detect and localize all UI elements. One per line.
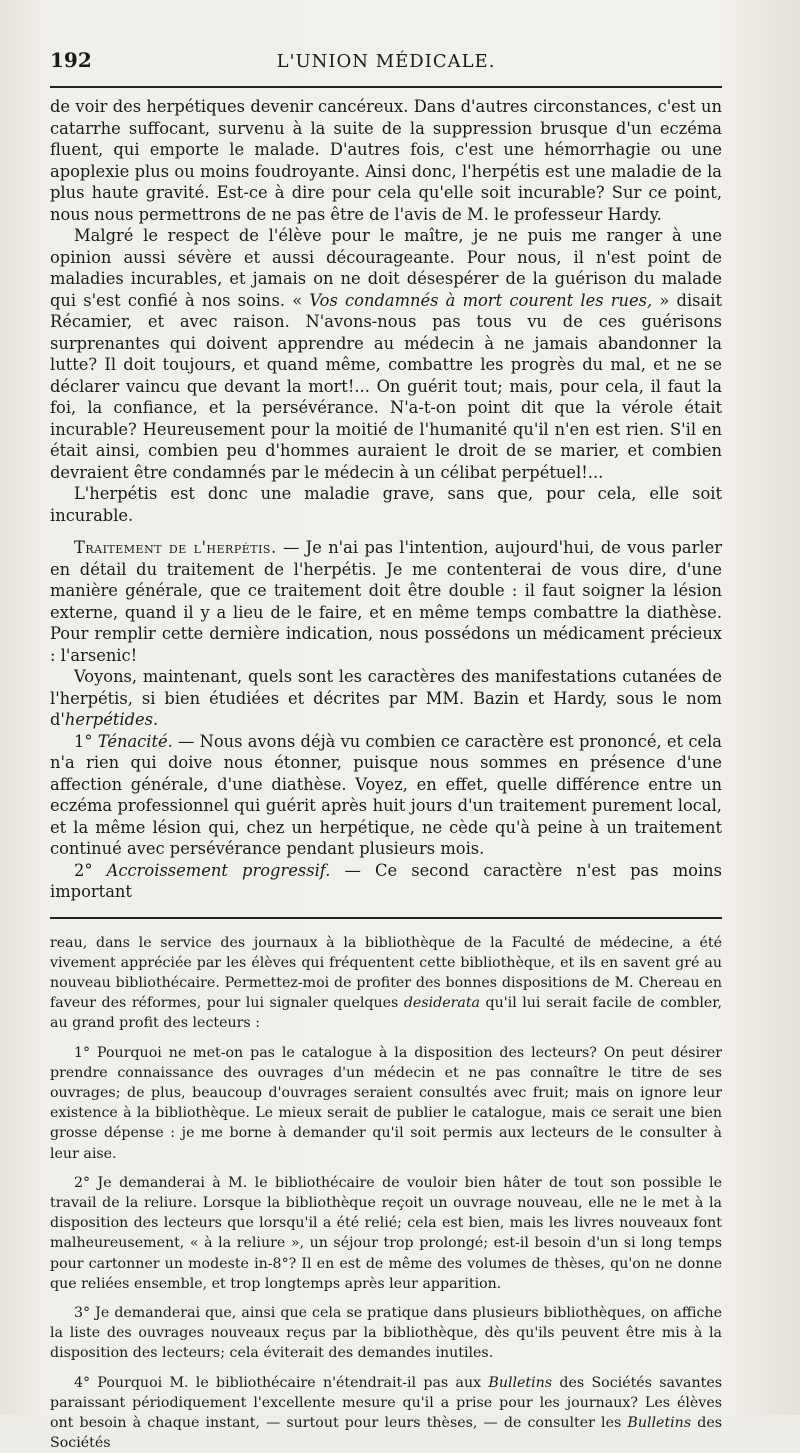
note-paragraph-1 bbox=[50, 933, 722, 1034]
note-paragraph-3: 2° Je demanderai à M. le bibliothécaire de vouloir bien hâter de tout son possible le travail de la reliure. Lorsque la bibliothèque reçoit un ouvrage nouveau, elle ne le met à la disposition des lecteurs que lorsqu'il a été relié; cela est bien, mais les livres nouveaux font malheureusement, « à la reliure », un séjour trop prolongé; est-il besoin d'un si long temps pour cartonner un modeste in-8°? Il en est de même des volumes de thèses, qu'on ne donne que reliées ensemble, et trop longtemps après leur apparition. bbox=[50, 1173, 722, 1294]
section-heading-traitement: Traitement de l'herpétis. bbox=[74, 538, 277, 557]
paragraph-6 bbox=[50, 731, 722, 860]
item-number-1: 1° bbox=[74, 732, 98, 751]
paragraph-4-text: — Je n'ai pas l'intention, aujourd'hui, de vous parler en détail du traitement de l'herpétis. Je me contenterai de vous dire, d'une manière générale, que ce traitement doit être double : il faut soigner la lésion externe, quand il y a lieu de le faire, et en même temps combattre la diathèse. Pour remplir cette dernière indication, nous possédons un médicament précieux : l'arsenic! bbox=[50, 538, 722, 665]
footnote-rule bbox=[50, 917, 722, 919]
note-5-text-c: des Sociétés bbox=[50, 1415, 722, 1451]
header-rule bbox=[50, 86, 722, 88]
main-text bbox=[50, 96, 722, 903]
paragraph-5 bbox=[50, 666, 722, 731]
term-herpetides: herpétides. bbox=[65, 710, 158, 729]
paragraph-4 bbox=[50, 537, 722, 666]
note-5-text-a: 4° Pourquoi M. le bibliothécaire n'étendrait-il pas aux bbox=[74, 1375, 488, 1391]
item-number-2: 2° bbox=[74, 861, 107, 880]
recamier-quote: Vos condamnés à mort courent les rues, bbox=[309, 291, 652, 310]
paragraph-7 bbox=[50, 860, 722, 903]
footnote-section bbox=[50, 933, 722, 1453]
note-paragraph-5 bbox=[50, 1373, 722, 1453]
paragraph-7-text: — Ce second caractère n'est pas moins important bbox=[50, 861, 722, 902]
paragraph-5-text: Voyons, maintenant, quels sont les caractères des manifestations cutanées de l'herpétis, si bien étudiées et décrites par MM. Bazin et Hardy, sous le nom d' bbox=[50, 667, 722, 729]
page-number: 192 bbox=[50, 48, 110, 72]
running-title: L'UNION MÉDICALE. bbox=[110, 51, 722, 72]
paragraph-1: de voir des herpétiques devenir cancéreux. Dans d'autres circonstances, c'est un catarrhe suffocant, survenu à la suite de la suppression brusque d'un eczéma fluent, qui emporte le malade. D'autres fois, c'est une hémorrhagie ou une apoplexie plus ou moins foudroyante. Ainsi donc, l'herpétis est une maladie de la plus haute gravité. Est-ce à dire pour cela qu'elle soit incurable? Sur ce point, nous nous permettrons de ne pas être de l'avis de M. le professeur Hardy. bbox=[50, 96, 722, 225]
page-header bbox=[50, 44, 722, 72]
paragraph-2 bbox=[50, 225, 722, 483]
term-tenacite: Ténacité. bbox=[98, 732, 173, 751]
note-paragraph-2: 1° Pourquoi ne met-on pas le catalogue à la disposition des lecteurs? On peut désirer prendre connaissance des ouvrages d'un médecin et ne pas connaître le titre de ses ouvrages; de plus, beaucoup d'ouvrages seraient consultés avec fruit; mais on ignore leur existence à la bibliothèque. Le mieux serait de publier le catalogue, mais ce serait une bien grosse dépense : je me borne à demander qu'il soit permis aux lecteurs de le consulter à leur aise. bbox=[50, 1043, 722, 1164]
paragraph-3: L'herpétis est donc une maladie grave, sans que, pour cela, elle soit incurable. bbox=[50, 483, 722, 526]
term-accroissement: Accroissement progressif. bbox=[107, 861, 331, 880]
term-bulletins-1: Bulletins bbox=[488, 1375, 552, 1391]
note-1-text-a: reau, dans le service des journaux à la bibliothèque de la Faculté de médecine, a été vivement appréciée par les élèves qui fréquentent cette bibliothèque, et ils en savent gré au nouveau bibliothécaire. Permettez-moi de profiter des bonnes dispositions de M. Chereau en faveur des réformes, pour lui signaler quelques bbox=[50, 935, 722, 1012]
paragraph-2-text-a: Malgré le respect de l'élève pour le maître, je ne puis me ranger à une opinion aussi sévère et aussi décourageante. Pour nous, il n'est point de maladies incurables, et jamais on ne doit désespérer de la guérison du malade qui s'est confié à nos soins. « bbox=[50, 226, 722, 310]
term-desiderata: desiderata bbox=[404, 995, 480, 1011]
paragraph-6-text: — Nous avons déjà vu combien ce caractère est prononcé, et cela n'a rien qui doive nous étonner, puisque nous sommes en présence d'une affection générale, d'une diathèse. Voyez, en effet, quelle différence entre un eczéma professionnel qui guérit après huit jours d'un traitement purement local, et la même lésion qui, chez un herpétique, ne cède qu'à peine à un traitement continué avec persévérance pendant plusieurs mois. bbox=[50, 732, 722, 859]
paragraph-2-text-b: » disait Récamier, et avec raison. N'avons-nous pas tous vu de ces guérisons surprenantes qui doivent apprendre au médecin à ne jamais abandonner la lutte? Il doit toujours, et quand même, combattre les progrès du mal, et ne se déclarer vaincu que devant la mort!... On guérit tout; mais, pour cela, il faut la foi, la confiance, et la persévérance. N'a-t-on point dit que la vérole était incurable? Heureusement pour la moitié de l'humanité qu'il n'en est rien. S'il en était ainsi, combien peu d'hommes auraient le droit de se marier, et combien devraient être condamnés par le médecin à un célibat perpétuel!... bbox=[50, 291, 722, 482]
note-paragraph-4: 3° Je demanderai que, ainsi que cela se pratique dans plusieurs bibliothèques, on affiche la liste des ouvrages nouveaux reçus par la bibliothèque, dès qu'ils peuvent être mis à la disposition des lecteurs; cela éviterait des demandes inutiles. bbox=[50, 1303, 722, 1364]
note-1-text-b: qu'il lui serait facile de combler, au grand profit des lecteurs : bbox=[50, 995, 722, 1031]
term-bulletins-2: Bulletins bbox=[627, 1415, 691, 1431]
note-5-text-b: des Sociétés savantes paraissant périodiquement l'excellente mesure qu'il a prise pour les journaux? Les élèves ont besoin à chaque instant, — surtout pour leurs thèses, — de consulter les bbox=[50, 1375, 722, 1431]
